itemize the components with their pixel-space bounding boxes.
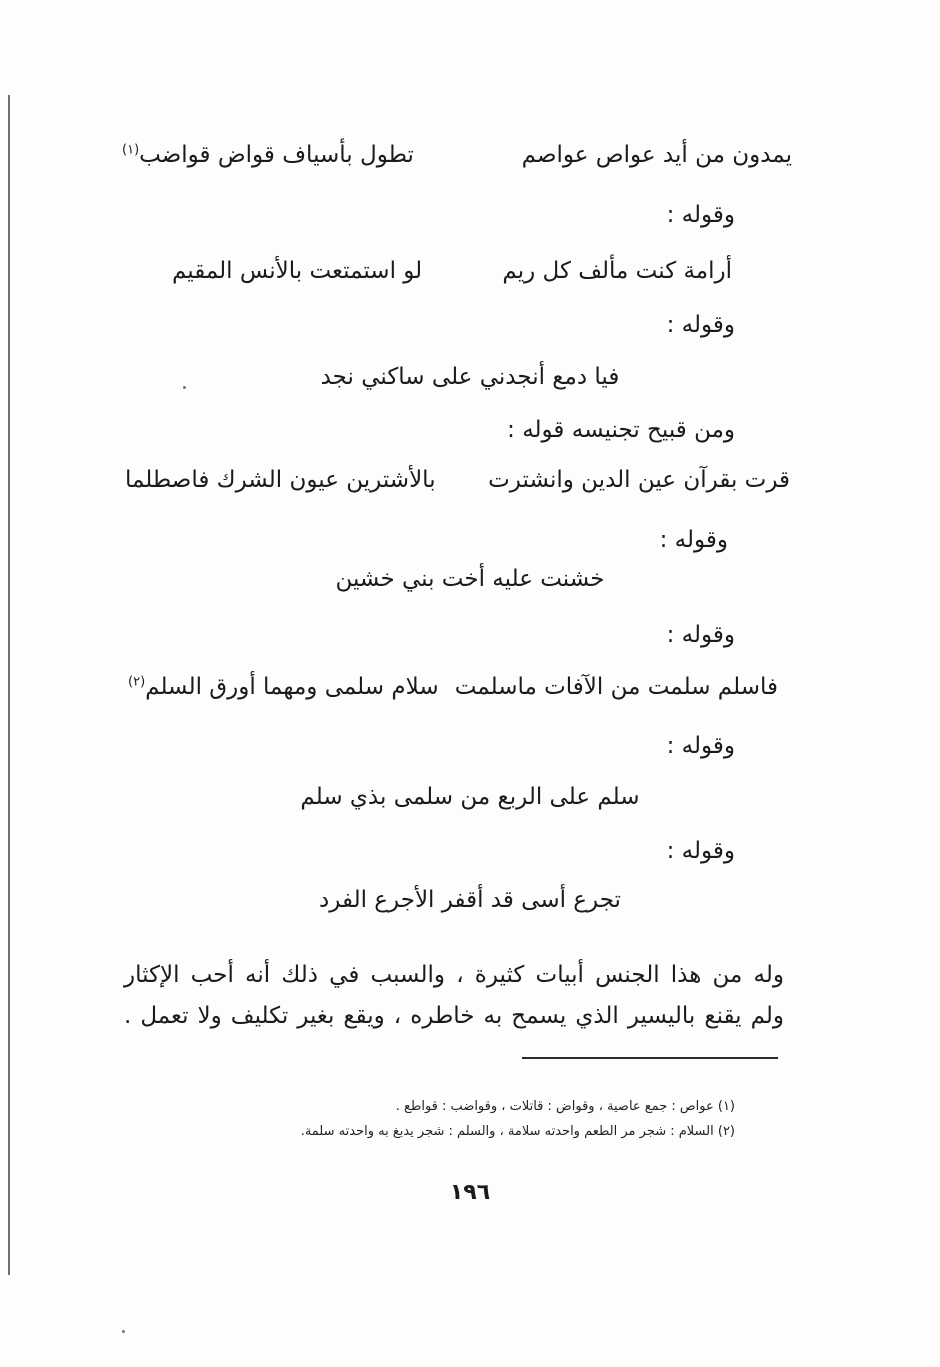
scan-speck: [122, 1330, 125, 1333]
verse-2-second-hemistich: لو استمتعت بالأنس المقيم: [172, 258, 423, 284]
page-number: ١٩٦: [449, 1180, 491, 1205]
verse-4-first-hemistich: قرت بقرآن عين الدين وانشترت: [488, 467, 790, 493]
intro-line: وقوله :: [666, 838, 735, 864]
footnote-separator: [522, 1057, 778, 1059]
verse-1-first-hemistich: يمدون من أيد عواص عواصم: [521, 142, 792, 168]
scan-speck: [183, 386, 186, 389]
verse-6-second-hemistich-text: سلام سلمى ومهما أورق السلم: [145, 674, 439, 700]
footnote-1: (١) عواص : جمع عاصية ، وقواض : قاتلات ، وقواضب : قواطع .: [395, 1099, 735, 1114]
footnote-2: (٢) السلام : شجر مر الطعم واحدته سلامة ، والسلم : شجر يدبغ به واحدته سلمة.: [300, 1124, 735, 1139]
scan-margin-line: [8, 95, 10, 1275]
footnote-marker-1: (١): [122, 142, 140, 158]
intro-line: وقوله :: [659, 527, 728, 553]
prose-line-2: ولم يقنع باليسير الذي يسمح به خاطره ، ويقع بغير تكليف ولا تعمل .: [124, 1003, 784, 1029]
verse-6-second-hemistich: [128, 672, 439, 702]
verse-line-5: خشنت عليه أخت بني خشين: [335, 566, 605, 592]
intro-line: وقوله :: [666, 312, 735, 338]
verse-line-8: تجرع أسى قد أقفر الأجرع الفرد: [319, 887, 621, 913]
verse-line-7: سلم على الربع من سلمى بذي سلم: [300, 784, 640, 810]
intro-line: وقوله :: [666, 622, 735, 648]
verse-4-second-hemistich: بالأشترين عيون الشرك فاصطلما: [125, 467, 436, 493]
intro-line: وقوله :: [666, 733, 735, 759]
verse-2-first-hemistich: أرامة كنت مألف كل ريم: [502, 258, 732, 284]
verse-1-second-hemistich: [122, 140, 414, 170]
verse-1-second-hemistich-text: تطول بأسياف قواض قواضب: [139, 142, 414, 168]
intro-line: وقوله :: [666, 202, 735, 228]
footnote-marker-2: (٢): [128, 674, 146, 690]
prose-line-1: وله من هذا الجنس أبيات كثيرة ، والسبب في ذلك أنه أحب الإكثار: [124, 962, 784, 988]
intro-line: ومن قبيح تجنيسه قوله :: [507, 417, 735, 443]
verse-6-first-hemistich: فاسلم سلمت من الآفات ماسلمت: [454, 674, 778, 700]
verse-line-3: فيا دمع أنجدني على ساكني نجد: [320, 364, 620, 390]
